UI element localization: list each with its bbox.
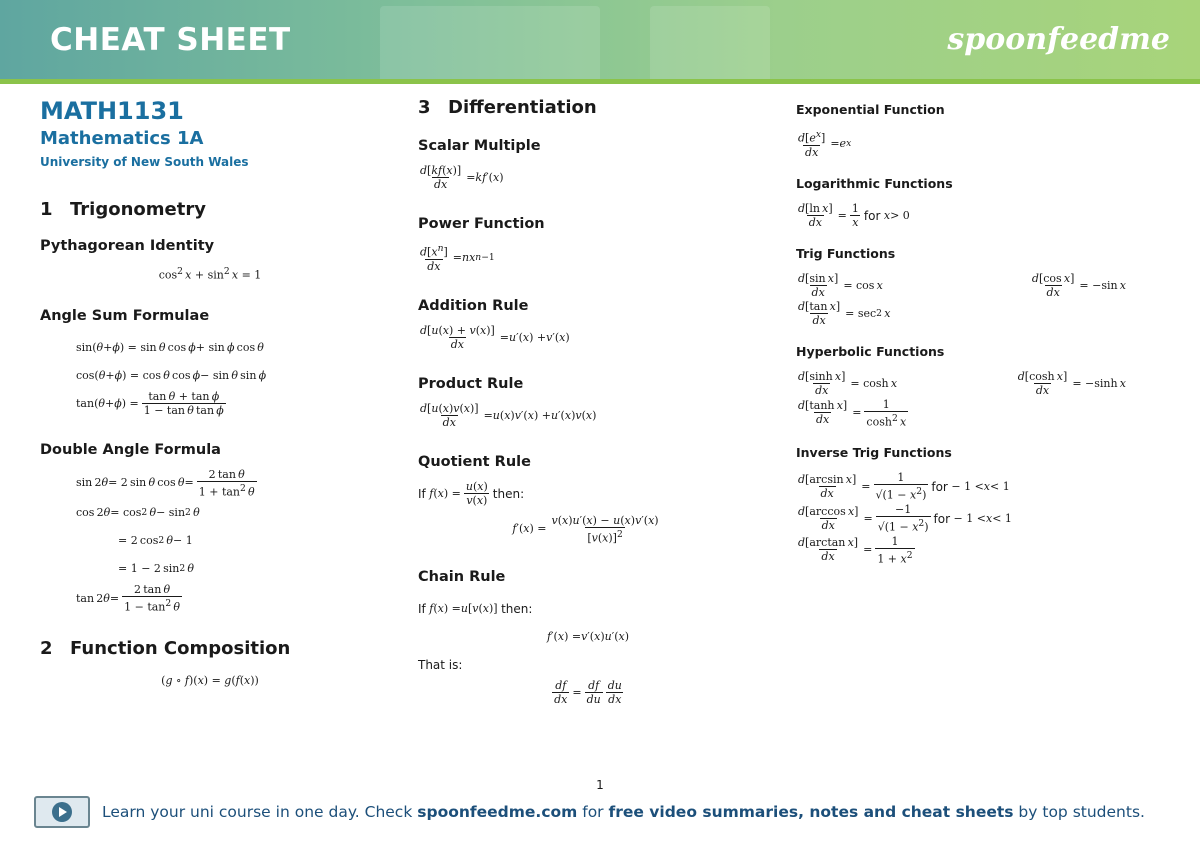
footer-bar [34,794,1174,830]
equation-tan-sum: tan( θ + ϕ ) = $\frac{\text{tan θ + tan ϕ}}{\text{1 − tan θ tan ϕ}}$ [76,389,224,417]
course-university: University of New South Wales [40,155,249,169]
subheading-quotient: Quotient Rule [418,453,531,470]
double-angle-formula [40,440,380,615]
subheading-trig-functions: Trig Functions [796,245,896,261]
equation-d-tanh: $\frac{\text{d[tanh x]}}{dx}$ = $\frac{1}{\cosh^2 x}$ [798,397,907,429]
equation-d-tan: $\frac{\text{d[tan x]}}{dx}$ = sec 2 x [798,299,891,327]
pythagorean-identity [40,236,380,284]
trig-functions [796,244,1166,328]
equation-sin-sum: sin( θ + ϕ ) = sin θ cos ϕ + sin ϕ cos θ [76,340,264,354]
subheading-angle-sum: Angle Sum Formulae [40,307,210,324]
equation-cos-double-3: = 1 − 2 sin 2 θ [118,562,195,576]
footer-link[interactable]: spoonfeedme.com [417,803,578,821]
power-function [418,214,758,274]
equation-d-cosh: $\frac{\text{d[cosh x]}}{dx}$ = −sinh x [1017,369,1126,397]
equation-chain: f ′( x ) = v ′( x ) u ′( x ) [546,630,630,644]
subheading-scalar: Scalar Multiple [418,138,541,154]
course-name: Mathematics 1A [40,128,204,149]
column-2 [418,96,758,729]
equation-cos-double-1: cos 2 θ = cos 2 θ − sin 2 θ [76,506,200,520]
page-title: CHEAT SHEET [50,22,291,58]
subheading-exponential: Exponential Function [796,102,945,117]
equation-power: $\frac{d[x^n]}{dx}$ = nx n−1 [420,243,495,273]
quotient-rule [418,452,758,546]
equation-cos-sum: cos( θ + ϕ ) = cos θ cos ϕ − sin θ sin ϕ [76,368,267,382]
equation-quotient-if: If f ( x ) = $\frac{u(x)}{v(x)}$ then: [418,479,525,507]
product-rule [418,374,758,430]
course-code: MATH1131 [40,97,184,125]
equation-product: $\frac{d[u(x)v(x)]}{dx}$ = u ( x ) v ′( x ) + u ′( x ) v ( x ) [420,401,597,429]
logarithmic-functions [796,174,1166,230]
equation-chain-leibniz: $\frac{df}{dx}$ = $\frac{df}{du}$ $\frac{du}{dx}$ [554,679,622,707]
section-heading-composition: 2 Function Composition [40,637,291,659]
inverse-trig-functions [796,443,1166,566]
equation-pythagorean: $\cos^2 x + \sin^2 x = 1$ [158,266,262,282]
subheading-double-angle: Double Angle Formula [40,441,221,458]
equation-composition: (g ∘ f)(x) = g(f(x)) [161,673,259,687]
equation-d-sin: $\frac{\text{d[sin x]}}{dx}$ = cos x [798,271,883,299]
banner-stripe [0,79,1200,84]
brand-logo[interactable]: spoonfeedme [947,22,1170,57]
hyperbolic-functions [796,342,1166,430]
column-1 [40,96,380,689]
equation-scalar: $\frac{d[kf(x)]}{dx}$ = kf ′( x ) [420,164,504,191]
column-3 [796,100,1166,588]
equation-d-cos: $\frac{\text{d[cos x]}}{dx}$ = −sin x [1031,271,1126,299]
footer-promo-text: Learn your uni course in one day. Check spoonfeedme.com for free video summaries, notes and cheat sheets by top students. [102,803,1145,821]
banner-book-decoration [380,6,600,84]
equation-d-arccos: $\frac{\text{d[arccos x]}}{dx}$ = $\frac{-1}{√(1 - x^2)}$ for − 1 < x < 1 [798,502,1012,534]
equation-chain-if: If f ( x ) = u [ v ( x )] then: [418,602,533,617]
equation-exponential: $\frac{d[e^x]}{dx}$ = e x [798,129,852,159]
section-heading-trigonometry: 1 Trigonometry [40,199,206,220]
section-heading-differentiation: 3 Differentiation [418,97,597,118]
video-play-icon [34,796,90,828]
addition-rule [418,296,758,352]
subheading-pythagorean: Pythagorean Identity [40,238,215,254]
subheading-inverse-trig: Inverse Trig Functions [796,445,952,461]
equation-chain-that-is: That is: [418,658,463,673]
equation-quotient: f ′( x ) = $\frac{v(x)u'(x) - u(x)v'(x)}{[v(x)]^2}$ [512,513,659,545]
equation-sin-double: sin 2 θ = 2 sin θ cos θ = $\frac{\text{2 tan θ}}{1 + \tan^2 \theta}$ [76,467,255,499]
scalar-multiple [418,136,758,192]
banner-book-decoration [650,6,770,84]
equation-logarithmic: $\frac{\text{d[ln x]}}{dx}$ = $\frac{1}{x}$ for x > 0 [798,201,910,229]
header-banner [0,0,1200,84]
subheading-hyperbolic: Hyperbolic Functions [796,343,945,359]
subheading-chain: Chain Rule [418,569,506,586]
subheading-power: Power Function [418,216,545,232]
equation-addition: $\frac{d[u(x) + v(x)]}{dx}$ = u ′( x ) + v ′( x ) [420,323,570,351]
chain-rule [418,567,758,707]
exponential-function [796,100,1166,160]
subheading-addition: Addition Rule [418,297,529,314]
subheading-logarithmic: Logarithmic Functions [796,175,953,191]
equation-cos-double-2: = 2 cos 2 θ − 1 [118,534,193,548]
page-number: 1 [596,778,604,792]
equation-tan-double: tan 2 θ = $\frac{\text{2 tan θ}}{1 - \tan^2 \theta}$ [76,583,181,614]
equation-d-sinh: $\frac{\text{d[sinh x]}}{dx}$ = cosh x [798,369,898,397]
equation-d-arcsin: $\frac{\text{d[arcsin x]}}{dx}$ = $\frac{1}{√(1 - x^2)}$ for − 1 < x < 1 [798,471,1010,502]
subheading-product: Product Rule [418,375,524,392]
angle-sum-formulae [40,306,380,418]
equation-d-arctan: $\frac{\text{d[arctan x]}}{dx}$ = $\frac{1}{1 + x^2}$ [798,534,913,566]
